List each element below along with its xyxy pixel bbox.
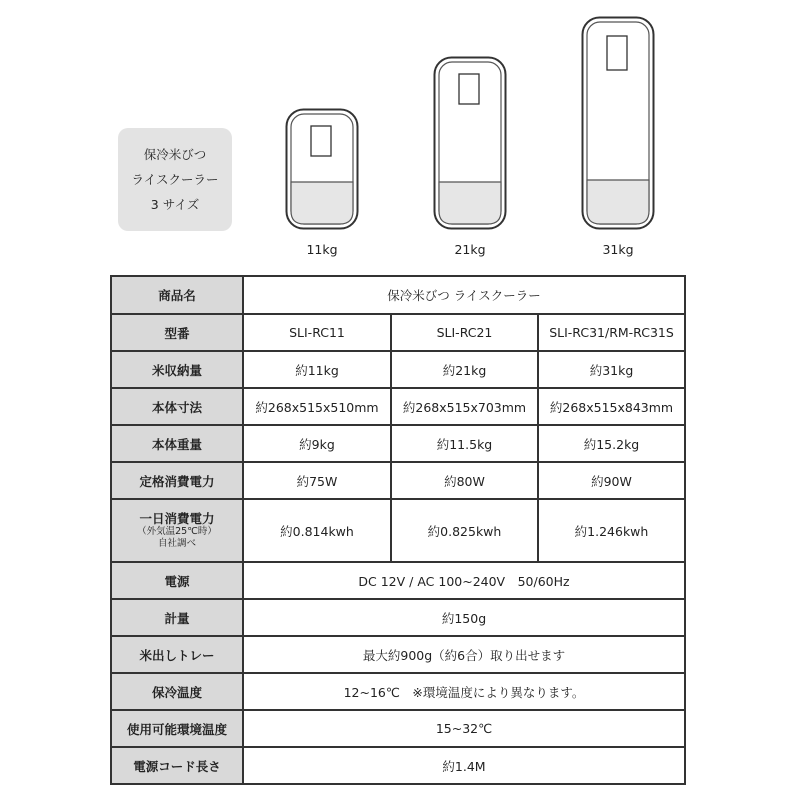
row-header: [111, 499, 243, 562]
row-header: 保冷温度: [111, 673, 243, 710]
table-row: [111, 599, 685, 636]
table-row: [111, 562, 685, 599]
table-row: [111, 747, 685, 784]
table-cell: 保冷米びつ ライスクーラー: [243, 276, 685, 314]
table-cell: 約15.2kg: [538, 425, 685, 462]
row-header: 米出しトレー: [111, 636, 243, 673]
row-header: 本体寸法: [111, 388, 243, 425]
table-row: [111, 462, 685, 499]
table-cell: 約11.5kg: [391, 425, 538, 462]
table-row: [111, 673, 685, 710]
row-header-note-2: 自社調べ: [157, 538, 196, 549]
table-row: [111, 388, 685, 425]
row-header: 本体重量: [111, 425, 243, 462]
rice-cooler-21kg-illustration: [433, 56, 507, 230]
table-row: [111, 314, 685, 351]
table-cell: 約75W: [243, 462, 391, 499]
table-cell: DC 12V / AC 100~240V 50/60Hz: [243, 562, 685, 599]
row-header: 電源: [111, 562, 243, 599]
table-cell: 約11kg: [243, 351, 391, 388]
table-cell: 約0.825kwh: [391, 499, 538, 562]
table-cell: SLI-RC11: [243, 314, 391, 351]
table-cell: 約9kg: [243, 425, 391, 462]
row-header-note-1: （外気温25℃時）: [137, 526, 217, 537]
table-cell: 約1.4M: [243, 747, 685, 784]
table-cell: 約80W: [391, 462, 538, 499]
table-cell: 約21kg: [391, 351, 538, 388]
badge-line-1: 保冷米びつ: [143, 147, 207, 162]
unit-label-11kg: 11kg: [306, 242, 338, 257]
table-row: [111, 710, 685, 747]
row-header: 米収納量: [111, 351, 243, 388]
table-cell: SLI-RC31/RM-RC31S: [538, 314, 685, 351]
row-header: 商品名: [111, 276, 243, 314]
table-cell: 約31kg: [538, 351, 685, 388]
row-header: 電源コード長さ: [111, 747, 243, 784]
rice-cooler-11kg-illustration: [285, 108, 359, 230]
spec-table: [110, 275, 686, 785]
row-header-main: 一日消費電力: [139, 511, 215, 526]
table-row: [111, 499, 685, 562]
table-cell: 約268x515x843mm: [538, 388, 685, 425]
table-row: [111, 425, 685, 462]
table-row: [111, 276, 685, 314]
table-cell: 15~32℃: [243, 710, 685, 747]
table-cell: 約1.246kwh: [538, 499, 685, 562]
table-cell: 約268x515x510mm: [243, 388, 391, 425]
row-header: 計量: [111, 599, 243, 636]
rice-cooler-31kg-illustration: [581, 16, 655, 230]
row-header: 型番: [111, 314, 243, 351]
row-header: 定格消費電力: [111, 462, 243, 499]
table-cell: SLI-RC21: [391, 314, 538, 351]
table-row: [111, 636, 685, 673]
table-cell: 最大約900g（約6合）取り出せます: [243, 636, 685, 673]
table-cell: 12~16℃ ※環境温度により異なります。: [243, 673, 685, 710]
table-cell: 約0.814kwh: [243, 499, 391, 562]
table-cell: 約268x515x703mm: [391, 388, 538, 425]
badge-line-3: 3 サイズ: [150, 197, 200, 212]
table-cell: 約90W: [538, 462, 685, 499]
row-header: 使用可能環境温度: [111, 710, 243, 747]
unit-label-31kg: 31kg: [602, 242, 634, 257]
badge-line-2: ライスクーラー: [131, 172, 219, 187]
table-cell: 約150g: [243, 599, 685, 636]
product-badge: [118, 128, 232, 231]
table-row: [111, 351, 685, 388]
unit-label-21kg: 21kg: [454, 242, 486, 257]
